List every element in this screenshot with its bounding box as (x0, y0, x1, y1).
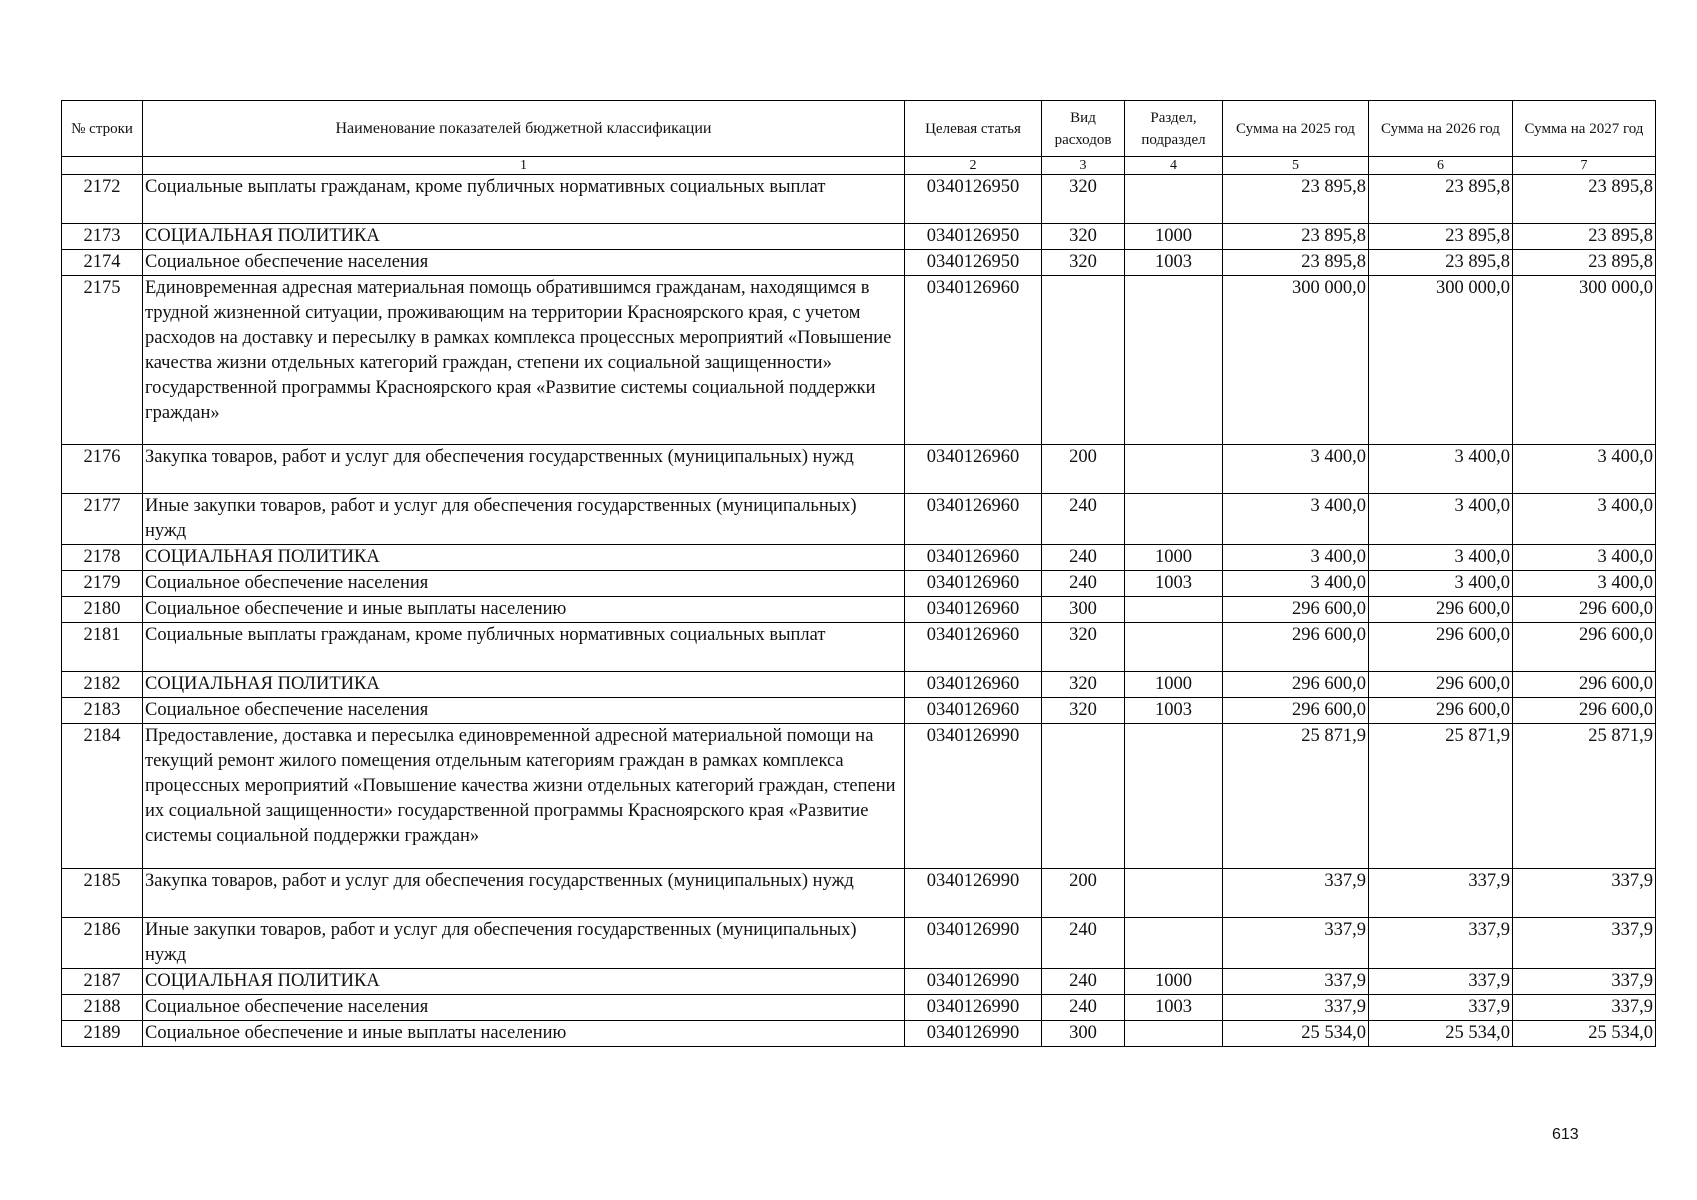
header-section: Раздел, подраздел (1125, 101, 1223, 157)
row-sum-2026: 300 000,0 (1369, 276, 1513, 445)
column-number: 3 (1042, 157, 1125, 175)
row-sum-2027: 296 600,0 (1513, 672, 1656, 698)
row-section: 1003 (1125, 571, 1223, 597)
row-target: 0340126950 (905, 250, 1042, 276)
row-sum-2027: 337,9 (1513, 869, 1656, 918)
row-section: 1000 (1125, 545, 1223, 571)
row-name: Предоставление, доставка и пересылка единовременной адресной материальной помощи на текущий ремонт жилого помещения отдельным категориям граждан в рамках комплекса процессных мероприятий «Повышение качества жизни отдельных категорий граждан, степени их социальной защищенности» государственной программы Красноярского края «Развитие системы социальной поддержки граждан» (143, 724, 905, 869)
row-sum-2025: 25 871,9 (1223, 724, 1369, 869)
row-number: 2173 (62, 224, 143, 250)
row-name: СОЦИАЛЬНАЯ ПОЛИТИКА (143, 224, 905, 250)
row-number: 2178 (62, 545, 143, 571)
row-sum-2026: 296 600,0 (1369, 623, 1513, 672)
row-sum-2025: 337,9 (1223, 995, 1369, 1021)
row-exp-type (1042, 724, 1125, 869)
row-sum-2026: 23 895,8 (1369, 250, 1513, 276)
row-target: 0340126960 (905, 494, 1042, 545)
row-number: 2187 (62, 969, 143, 995)
column-number: 4 (1125, 157, 1223, 175)
row-name: Закупка товаров, работ и услуг для обеспечения государственных (муниципальных) нужд (143, 445, 905, 494)
row-sum-2025: 3 400,0 (1223, 445, 1369, 494)
table-row (62, 969, 1656, 995)
row-name: Иные закупки товаров, работ и услуг для обеспечения государственных (муниципальных) нужд (143, 494, 905, 545)
row-sum-2027: 23 895,8 (1513, 250, 1656, 276)
row-target: 0340126960 (905, 672, 1042, 698)
row-sum-2027: 296 600,0 (1513, 597, 1656, 623)
row-number: 2181 (62, 623, 143, 672)
row-section (1125, 276, 1223, 445)
row-sum-2025: 300 000,0 (1223, 276, 1369, 445)
table-row (62, 597, 1656, 623)
row-target: 0340126990 (905, 1021, 1042, 1047)
row-sum-2027: 337,9 (1513, 995, 1656, 1021)
row-name: Социальное обеспечение населения (143, 698, 905, 724)
row-target: 0340126960 (905, 698, 1042, 724)
row-exp-type: 200 (1042, 445, 1125, 494)
header-sum-2026: Сумма на 2026 год (1369, 101, 1513, 157)
row-section (1125, 445, 1223, 494)
table-row (62, 224, 1656, 250)
row-exp-type: 240 (1042, 494, 1125, 545)
table-body (62, 175, 1656, 1047)
column-number: 7 (1513, 157, 1656, 175)
table-row (62, 571, 1656, 597)
row-target: 0340126960 (905, 276, 1042, 445)
row-sum-2026: 296 600,0 (1369, 698, 1513, 724)
row-section (1125, 724, 1223, 869)
row-section: 1003 (1125, 250, 1223, 276)
row-exp-type: 240 (1042, 918, 1125, 969)
row-exp-type: 320 (1042, 175, 1125, 224)
row-number: 2186 (62, 918, 143, 969)
header-target: Целевая статья (905, 101, 1042, 157)
row-sum-2025: 337,9 (1223, 969, 1369, 995)
row-exp-type: 320 (1042, 672, 1125, 698)
row-name: Иные закупки товаров, работ и услуг для обеспечения государственных (муниципальных) нужд (143, 918, 905, 969)
budget-table (61, 100, 1656, 1047)
row-sum-2026: 337,9 (1369, 918, 1513, 969)
row-section (1125, 597, 1223, 623)
row-exp-type: 320 (1042, 250, 1125, 276)
row-sum-2025: 23 895,8 (1223, 250, 1369, 276)
row-sum-2025: 296 600,0 (1223, 698, 1369, 724)
row-sum-2025: 25 534,0 (1223, 1021, 1369, 1047)
row-section (1125, 175, 1223, 224)
row-number: 2176 (62, 445, 143, 494)
row-exp-type: 240 (1042, 571, 1125, 597)
column-numbers-row (62, 157, 1656, 175)
header-sum-2027: Сумма на 2027 год (1513, 101, 1656, 157)
row-number: 2185 (62, 869, 143, 918)
row-sum-2025: 3 400,0 (1223, 571, 1369, 597)
row-sum-2026: 23 895,8 (1369, 224, 1513, 250)
row-exp-type: 240 (1042, 545, 1125, 571)
row-target: 0340126960 (905, 597, 1042, 623)
row-target: 0340126960 (905, 571, 1042, 597)
column-number: 2 (905, 157, 1042, 175)
row-section (1125, 494, 1223, 545)
row-sum-2027: 296 600,0 (1513, 698, 1656, 724)
row-target: 0340126960 (905, 445, 1042, 494)
row-exp-type (1042, 276, 1125, 445)
row-section (1125, 869, 1223, 918)
header-row (62, 101, 1656, 157)
row-sum-2025: 3 400,0 (1223, 545, 1369, 571)
table-row (62, 869, 1656, 918)
row-name: Закупка товаров, работ и услуг для обеспечения государственных (муниципальных) нужд (143, 869, 905, 918)
row-sum-2026: 23 895,8 (1369, 175, 1513, 224)
row-sum-2025: 296 600,0 (1223, 672, 1369, 698)
row-number: 2172 (62, 175, 143, 224)
row-section: 1003 (1125, 995, 1223, 1021)
row-target: 0340126990 (905, 995, 1042, 1021)
table-row (62, 445, 1656, 494)
row-name: Социальное обеспечение и иные выплаты населению (143, 597, 905, 623)
row-sum-2025: 296 600,0 (1223, 597, 1369, 623)
row-number: 2182 (62, 672, 143, 698)
row-section (1125, 623, 1223, 672)
row-name: Социальное обеспечение и иные выплаты населению (143, 1021, 905, 1047)
row-sum-2025: 337,9 (1223, 918, 1369, 969)
row-target: 0340126950 (905, 175, 1042, 224)
row-sum-2026: 3 400,0 (1369, 545, 1513, 571)
header-name: Наименование показателей бюджетной классификации (143, 101, 905, 157)
header-sum-2025: Сумма на 2025 год (1223, 101, 1369, 157)
table-row (62, 250, 1656, 276)
row-name: Социальные выплаты гражданам, кроме публичных нормативных социальных выплат (143, 175, 905, 224)
table-row (62, 698, 1656, 724)
table-row (62, 623, 1656, 672)
row-exp-type: 240 (1042, 995, 1125, 1021)
row-number: 2179 (62, 571, 143, 597)
row-name: Социальное обеспечение населения (143, 995, 905, 1021)
row-name: СОЦИАЛЬНАЯ ПОЛИТИКА (143, 672, 905, 698)
row-sum-2025: 23 895,8 (1223, 224, 1369, 250)
table-row (62, 1021, 1656, 1047)
header-exp-type: Вид расходов (1042, 101, 1125, 157)
table-row (62, 672, 1656, 698)
row-sum-2027: 296 600,0 (1513, 623, 1656, 672)
table-row (62, 918, 1656, 969)
row-sum-2026: 3 400,0 (1369, 494, 1513, 545)
row-sum-2027: 337,9 (1513, 918, 1656, 969)
row-number: 2175 (62, 276, 143, 445)
row-sum-2027: 3 400,0 (1513, 545, 1656, 571)
row-target: 0340126990 (905, 918, 1042, 969)
row-sum-2026: 3 400,0 (1369, 571, 1513, 597)
row-exp-type: 300 (1042, 597, 1125, 623)
row-sum-2025: 3 400,0 (1223, 494, 1369, 545)
row-sum-2027: 25 871,9 (1513, 724, 1656, 869)
row-name: Единовременная адресная материальная помощь обратившимся гражданам, находящимся в трудной жизненной ситуации, проживающим на территории Красноярского края, с учетом расходов на доставку и пересылку в рамках комплекса процессных мероприятий «Повышение качества жизни отдельных категорий граждан, степени их социальной защищенности» государственной программы Красноярского края «Развитие системы социальной поддержки граждан» (143, 276, 905, 445)
table-row (62, 494, 1656, 545)
row-exp-type: 300 (1042, 1021, 1125, 1047)
row-sum-2027: 3 400,0 (1513, 494, 1656, 545)
table-row (62, 276, 1656, 445)
row-sum-2027: 3 400,0 (1513, 445, 1656, 494)
row-number: 2184 (62, 724, 143, 869)
row-name: Социальное обеспечение населения (143, 571, 905, 597)
row-number: 2177 (62, 494, 143, 545)
row-section: 1000 (1125, 969, 1223, 995)
row-sum-2027: 23 895,8 (1513, 224, 1656, 250)
row-sum-2027: 337,9 (1513, 969, 1656, 995)
row-target: 0340126990 (905, 969, 1042, 995)
row-name: СОЦИАЛЬНАЯ ПОЛИТИКА (143, 545, 905, 571)
row-sum-2026: 25 871,9 (1369, 724, 1513, 869)
row-sum-2025: 337,9 (1223, 869, 1369, 918)
row-sum-2027: 300 000,0 (1513, 276, 1656, 445)
row-sum-2026: 3 400,0 (1369, 445, 1513, 494)
row-number: 2188 (62, 995, 143, 1021)
row-target: 0340126960 (905, 623, 1042, 672)
page-number: 613 (1552, 1126, 1579, 1143)
row-exp-type: 320 (1042, 623, 1125, 672)
row-sum-2027: 3 400,0 (1513, 571, 1656, 597)
row-exp-type: 200 (1042, 869, 1125, 918)
row-number: 2183 (62, 698, 143, 724)
row-sum-2026: 337,9 (1369, 969, 1513, 995)
header-row-no: № строки (62, 101, 143, 157)
row-section: 1000 (1125, 224, 1223, 250)
column-number: 6 (1369, 157, 1513, 175)
row-section: 1000 (1125, 672, 1223, 698)
row-sum-2025: 296 600,0 (1223, 623, 1369, 672)
row-number: 2174 (62, 250, 143, 276)
row-target: 0340126990 (905, 724, 1042, 869)
row-sum-2025: 23 895,8 (1223, 175, 1369, 224)
row-name: Социальные выплаты гражданам, кроме публичных нормативных социальных выплат (143, 623, 905, 672)
row-sum-2027: 25 534,0 (1513, 1021, 1656, 1047)
row-number: 2180 (62, 597, 143, 623)
row-sum-2027: 23 895,8 (1513, 175, 1656, 224)
row-name: СОЦИАЛЬНАЯ ПОЛИТИКА (143, 969, 905, 995)
row-target: 0340126950 (905, 224, 1042, 250)
row-exp-type: 320 (1042, 698, 1125, 724)
row-number: 2189 (62, 1021, 143, 1047)
row-sum-2026: 296 600,0 (1369, 672, 1513, 698)
row-name: Социальное обеспечение населения (143, 250, 905, 276)
row-target: 0340126990 (905, 869, 1042, 918)
column-number-blank (62, 157, 143, 175)
column-number: 1 (143, 157, 905, 175)
row-section: 1003 (1125, 698, 1223, 724)
row-exp-type: 240 (1042, 969, 1125, 995)
row-section (1125, 1021, 1223, 1047)
row-sum-2026: 25 534,0 (1369, 1021, 1513, 1047)
row-sum-2026: 337,9 (1369, 869, 1513, 918)
table-row (62, 175, 1656, 224)
table-row (62, 995, 1656, 1021)
row-target: 0340126960 (905, 545, 1042, 571)
row-section (1125, 918, 1223, 969)
row-exp-type: 320 (1042, 224, 1125, 250)
table-row (62, 724, 1656, 869)
table-row (62, 545, 1656, 571)
column-number: 5 (1223, 157, 1369, 175)
row-sum-2026: 337,9 (1369, 995, 1513, 1021)
row-sum-2026: 296 600,0 (1369, 597, 1513, 623)
